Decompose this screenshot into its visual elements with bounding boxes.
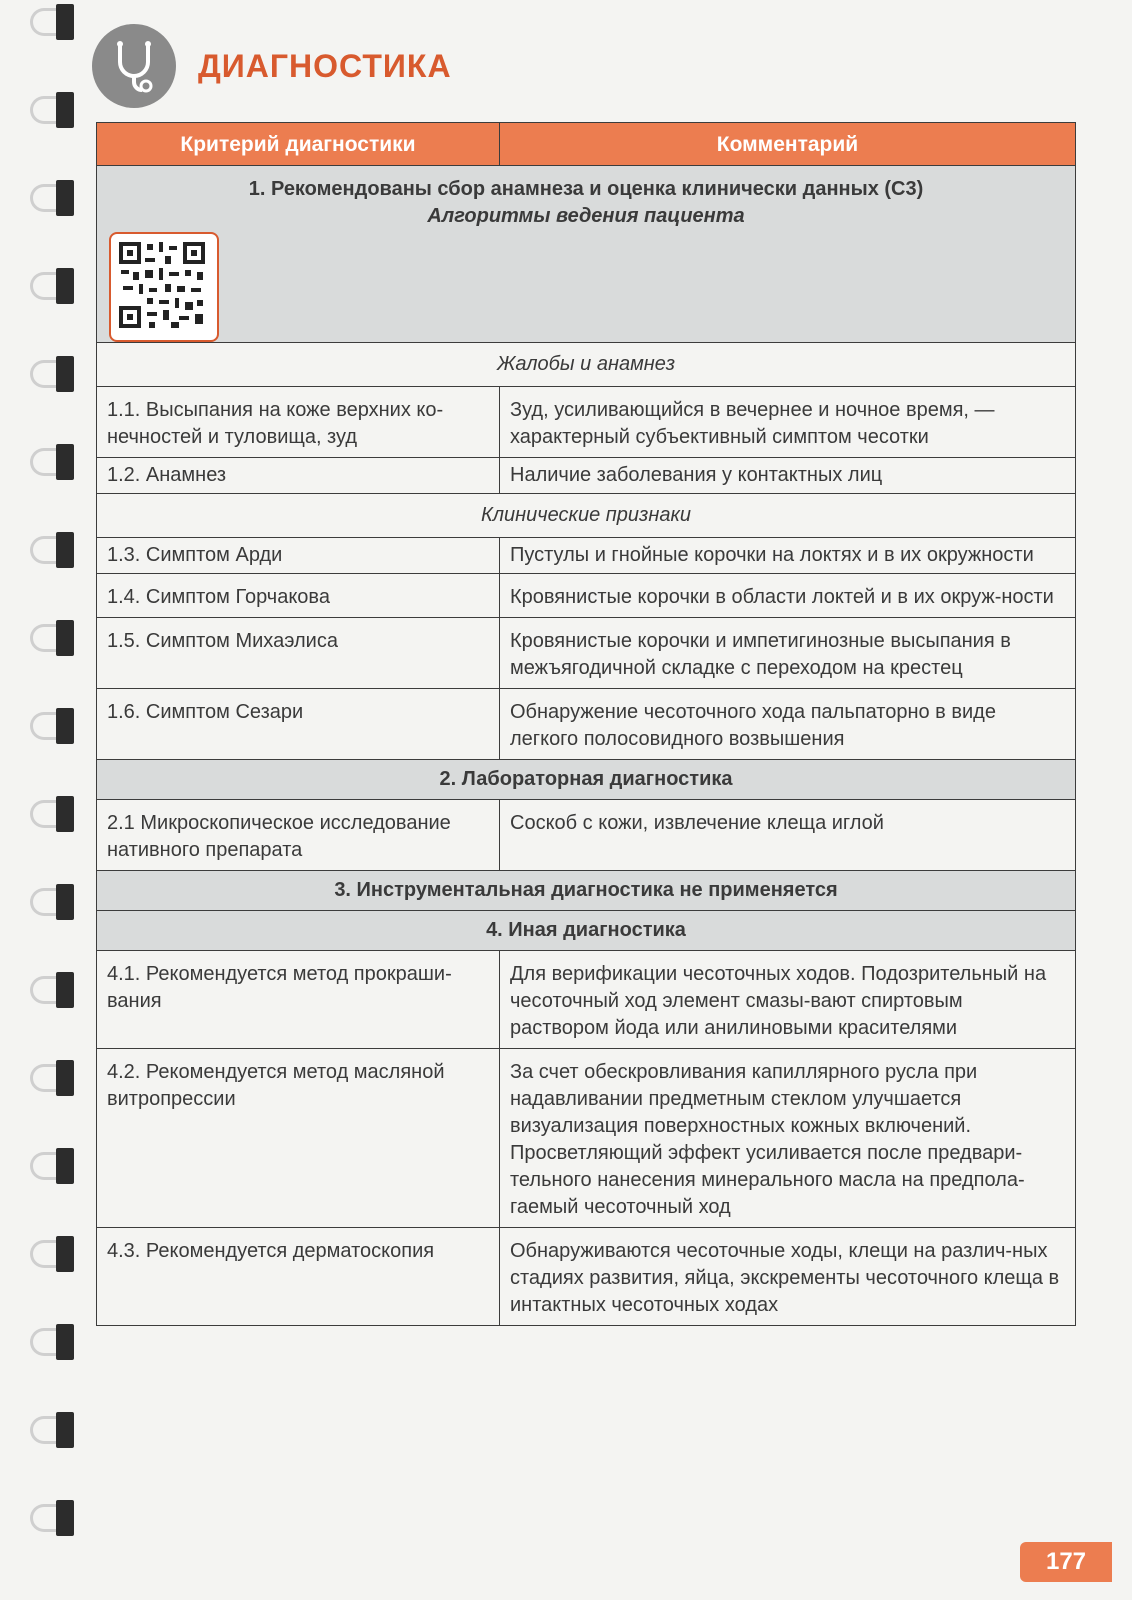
subheader-row <box>97 343 1076 387</box>
comment-cell: Кровянистые корочки в области локтей и в их окруж-ности <box>500 574 1076 618</box>
criterion-cell: 2.1 Микроскопическое исследование нативного препарата <box>97 800 500 871</box>
section-3: 3. Инструментальная диагностика не применяется <box>97 871 1076 911</box>
section-header <box>92 24 452 108</box>
spiral-binding <box>0 0 80 1600</box>
binding-ring <box>30 1322 74 1360</box>
table-row <box>97 538 1076 574</box>
criterion-cell: 1.2. Анамнез <box>97 458 500 494</box>
page-title: ДИАГНОСТИКА <box>198 47 452 84</box>
column-header-comment: Комментарий <box>500 123 1076 166</box>
section-2: 2. Лабораторная диагностика <box>97 760 1076 800</box>
stethoscope-icon <box>92 24 176 108</box>
page-number: 177 <box>1020 1542 1112 1582</box>
comment-cell: Зуд, усиливающийся в вечернее и ночное время, — характерный субъективный симптом чесотки <box>500 387 1076 458</box>
table-header-row <box>97 123 1076 166</box>
binding-ring <box>30 266 74 304</box>
section-1-subtitle: Алгоритмы ведения пациента <box>427 205 745 227</box>
section-1 <box>97 166 1076 343</box>
criterion-cell: 1.6. Симптом Сезари <box>97 689 500 760</box>
binding-ring <box>30 1058 74 1096</box>
binding-ring <box>30 90 74 128</box>
section-row <box>97 911 1076 951</box>
qr-code-icon[interactable] <box>109 232 219 342</box>
binding-ring <box>30 970 74 1008</box>
section-1-title: 1. Рекомендованы сбор анамнеза и оценка клинически данных (С3) <box>248 178 924 200</box>
diagnostics-table <box>96 122 1076 1326</box>
binding-ring <box>30 618 74 656</box>
table-row <box>97 689 1076 760</box>
subheader-row <box>97 494 1076 538</box>
binding-ring <box>30 1498 74 1536</box>
comment-cell: Для верификации чесоточных ходов. Подозрительный на чесоточный ход элемент смазы-вают спиртовым раствором йода или анилиновыми красителями <box>500 951 1076 1049</box>
binding-ring <box>30 706 74 744</box>
binding-ring <box>30 1146 74 1184</box>
comment-cell: Кровянистые корочки и импетигинозные высыпания в межъягодичной складке с переходом на крестец <box>500 618 1076 689</box>
criterion-cell: 1.5. Симптом Михаэлиса <box>97 618 500 689</box>
criterion-cell: 1.1. Высыпания на коже верхних ко-нечностей и туловища, зуд <box>97 387 500 458</box>
subheader-clinical: Клинические признаки <box>97 494 1076 538</box>
binding-ring <box>30 442 74 480</box>
comment-cell: Наличие заболевания у контактных лиц <box>500 458 1076 494</box>
binding-ring <box>30 354 74 392</box>
subheader-complaints: Жалобы и анамнез <box>97 343 1076 387</box>
comment-cell: За счет обескровливания капиллярного русла при надавливании предметным стеклом улучшается визуализация поверхностных кожных включений. Просветляющий эффект усиливается после предвари-тельного нанесения минерального масла на предпола-гаемый чесоточный ход <box>500 1049 1076 1228</box>
binding-ring <box>30 1234 74 1272</box>
table-row <box>97 800 1076 871</box>
table-row <box>97 387 1076 458</box>
binding-ring <box>30 178 74 216</box>
comment-cell: Обнаружение чесоточного хода пальпаторно в виде легкого полосовидного возвышения <box>500 689 1076 760</box>
comment-cell: Соскоб с кожи, извлечение клеща иглой <box>500 800 1076 871</box>
section-row <box>97 760 1076 800</box>
section-4: 4. Иная диагностика <box>97 911 1076 951</box>
binding-ring <box>30 882 74 920</box>
table-row <box>97 951 1076 1049</box>
comment-cell: Пустулы и гнойные корочки на локтях и в их окружности <box>500 538 1076 574</box>
criterion-cell: 4.1. Рекомендуется метод прокраши-вания <box>97 951 500 1049</box>
table-row <box>97 1228 1076 1326</box>
binding-ring <box>30 1410 74 1448</box>
criterion-cell: 1.3. Симптом Арди <box>97 538 500 574</box>
criterion-cell: 4.2. Рекомендуется метод масляной витропрессии <box>97 1049 500 1228</box>
table-row <box>97 458 1076 494</box>
comment-cell: Обнаруживаются чесоточные ходы, клещи на различ-ных стадиях развития, яйца, экскременты чесоточного клеща в интактных чесоточных ходах <box>500 1228 1076 1326</box>
table-row <box>97 618 1076 689</box>
binding-ring <box>30 2 74 40</box>
binding-ring <box>30 530 74 568</box>
criterion-cell: 1.4. Симптом Горчакова <box>97 574 500 618</box>
table-row <box>97 1049 1076 1228</box>
section-row <box>97 166 1076 343</box>
binding-ring <box>30 794 74 832</box>
section-row <box>97 871 1076 911</box>
column-header-criterion: Критерий диагностики <box>97 123 500 166</box>
table-row <box>97 574 1076 618</box>
criterion-cell: 4.3. Рекомендуется дерматоскопия <box>97 1228 500 1326</box>
